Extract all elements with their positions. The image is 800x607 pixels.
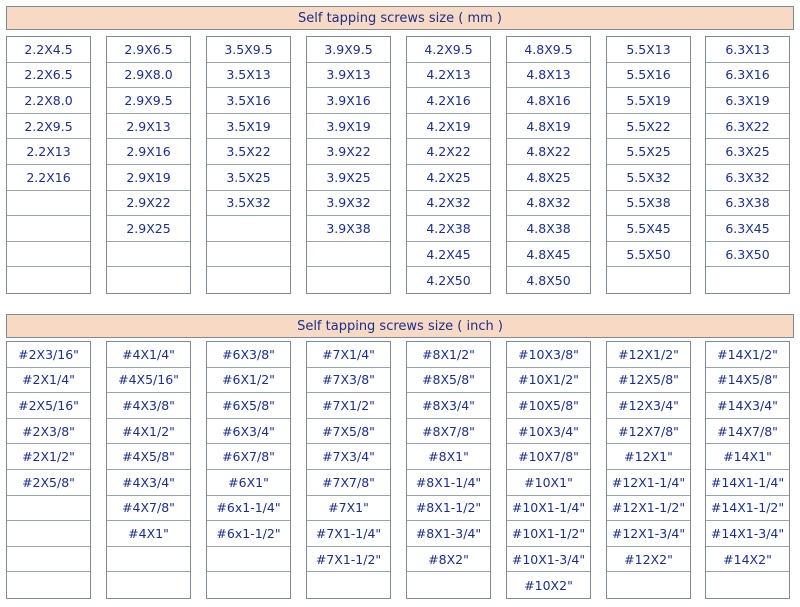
size-cell: 3.9X16 xyxy=(307,88,390,114)
size-cell: 2.9X16 xyxy=(107,139,190,165)
size-cell xyxy=(107,547,190,573)
size-cell xyxy=(207,572,290,598)
size-cell: 2.9X6.5 xyxy=(107,37,190,63)
inch-table-columns xyxy=(6,341,794,597)
size-cell: 2.9X9.5 xyxy=(107,88,190,114)
size-cell: #14X2" xyxy=(706,547,789,573)
size-cell xyxy=(207,547,290,573)
size-cell: #8X2" xyxy=(407,547,490,573)
size-cell xyxy=(207,242,290,268)
size-cell: #8X1-3/4" xyxy=(407,521,490,547)
size-cell xyxy=(607,267,690,293)
size-column xyxy=(406,36,491,294)
size-cell: 4.8X38 xyxy=(507,216,590,242)
size-cell: #14X1-1/4" xyxy=(706,470,789,496)
mm-table-title: Self tapping screws size ( mm ) xyxy=(6,6,794,30)
size-cell: #8X3/4" xyxy=(407,393,490,419)
size-cell: #4X5/8" xyxy=(107,444,190,470)
size-cell: 5.5X32 xyxy=(607,165,690,191)
size-cell: 2.9X13 xyxy=(107,114,190,140)
size-cell: #6x1-1/2" xyxy=(207,521,290,547)
size-column xyxy=(705,341,790,599)
size-cell: 3.9X9.5 xyxy=(307,37,390,63)
size-cell: 4.8X9.5 xyxy=(507,37,590,63)
size-cell xyxy=(7,572,90,598)
size-column xyxy=(106,36,191,294)
size-cell xyxy=(207,267,290,293)
size-cell: #7X7/8" xyxy=(307,470,390,496)
size-column xyxy=(206,341,291,599)
size-cell: #6X5/8" xyxy=(207,393,290,419)
size-cell xyxy=(407,572,490,598)
size-cell: #2X5/8" xyxy=(7,470,90,496)
size-column xyxy=(306,36,391,294)
size-column xyxy=(6,341,91,599)
size-cell: 2.9X8.0 xyxy=(107,63,190,89)
size-cell: #8X1" xyxy=(407,444,490,470)
size-cell: #8X1-1/4" xyxy=(407,470,490,496)
size-cell: 4.8X16 xyxy=(507,88,590,114)
size-cell xyxy=(307,572,390,598)
size-cell: #7X3/4" xyxy=(307,444,390,470)
size-cell: #6x1-1/4" xyxy=(207,496,290,522)
size-column xyxy=(306,341,391,599)
size-cell: 5.5X45 xyxy=(607,216,690,242)
size-cell: #12X2" xyxy=(607,547,690,573)
size-cell: 3.5X22 xyxy=(207,139,290,165)
size-cell: #2X5/16" xyxy=(7,393,90,419)
size-cell: #7X1" xyxy=(307,496,390,522)
size-cell: #7X1-1/4" xyxy=(307,521,390,547)
size-cell: 2.2X6.5 xyxy=(7,63,90,89)
size-column xyxy=(606,341,691,599)
size-cell: 6.3X50 xyxy=(706,242,789,268)
size-cell: #12X7/8" xyxy=(607,419,690,445)
size-cell xyxy=(107,242,190,268)
size-cell xyxy=(107,267,190,293)
size-cell: #8X1/2" xyxy=(407,342,490,368)
size-cell: #7X1/4" xyxy=(307,342,390,368)
size-cell: #14X1-1/2" xyxy=(706,496,789,522)
size-cell: 2.2X4.5 xyxy=(7,37,90,63)
size-cell: #14X5/8" xyxy=(706,368,789,394)
size-cell: 6.3X45 xyxy=(706,216,789,242)
size-cell: 2.2X13 xyxy=(7,139,90,165)
size-cell: 3.5X19 xyxy=(207,114,290,140)
size-cell xyxy=(307,267,390,293)
size-cell: 3.9X25 xyxy=(307,165,390,191)
size-cell: 3.5X16 xyxy=(207,88,290,114)
size-cell: 5.5X13 xyxy=(607,37,690,63)
size-cell: 6.3X25 xyxy=(706,139,789,165)
size-cell: 4.8X32 xyxy=(507,191,590,217)
size-cell: 2.2X8.0 xyxy=(7,88,90,114)
size-cell: #7X1-1/2" xyxy=(307,547,390,573)
size-column xyxy=(6,36,91,294)
size-cell xyxy=(706,267,789,293)
size-cell: #4X5/16" xyxy=(107,368,190,394)
size-cell: #10X3/8" xyxy=(507,342,590,368)
size-cell: #12X1-1/2" xyxy=(607,496,690,522)
size-cell: 3.5X9.5 xyxy=(207,37,290,63)
size-cell: 4.2X22 xyxy=(407,139,490,165)
size-cell: 4.2X19 xyxy=(407,114,490,140)
size-cell: #8X5/8" xyxy=(407,368,490,394)
size-cell: 4.2X32 xyxy=(407,191,490,217)
size-cell: 3.5X32 xyxy=(207,191,290,217)
size-cell: 4.8X45 xyxy=(507,242,590,268)
size-cell xyxy=(607,572,690,598)
mm-size-table xyxy=(6,6,794,292)
size-cell: 2.9X22 xyxy=(107,191,190,217)
size-cell xyxy=(7,521,90,547)
size-cell: 5.5X38 xyxy=(607,191,690,217)
size-cell: 4.2X38 xyxy=(407,216,490,242)
size-cell: #10X7/8" xyxy=(507,444,590,470)
size-cell: 2.2X16 xyxy=(7,165,90,191)
size-column xyxy=(206,36,291,294)
size-cell: 4.2X50 xyxy=(426,272,471,288)
size-cell: 2.2X9.5 xyxy=(7,114,90,140)
size-cell: 5.5X19 xyxy=(607,88,690,114)
size-cell: #4X1/4" xyxy=(107,342,190,368)
size-cell: #10X1-1/4" xyxy=(507,496,590,522)
size-cell xyxy=(7,496,90,522)
size-cell: #12X1-3/4" xyxy=(607,521,690,547)
size-cell: #4X1" xyxy=(107,521,190,547)
size-cell: #10X1-1/2" xyxy=(507,521,590,547)
size-cell: 3.5X25 xyxy=(207,165,290,191)
size-cell: #7X3/8" xyxy=(307,368,390,394)
size-cell: 2.9X19 xyxy=(107,165,190,191)
size-cell: #14X1-3/4" xyxy=(706,521,789,547)
size-cell xyxy=(706,572,789,598)
size-cell: #7X5/8" xyxy=(307,419,390,445)
size-cell: #12X5/8" xyxy=(607,368,690,394)
size-cell: 4.8X19 xyxy=(507,114,590,140)
size-cell: 2.9X25 xyxy=(107,216,190,242)
size-cell: 3.9X22 xyxy=(307,139,390,165)
size-cell: 6.3X19 xyxy=(706,88,789,114)
size-column xyxy=(106,341,191,599)
size-cell xyxy=(107,572,190,598)
size-cell: #4X7/8" xyxy=(107,496,190,522)
size-cell: #7X1/2" xyxy=(307,393,390,419)
inch-table-title: Self tapping screws size ( inch ) xyxy=(6,314,794,338)
size-cell: #2X3/8" xyxy=(7,419,90,445)
size-cell: #6X3/4" xyxy=(207,419,290,445)
size-cell: 3.9X19 xyxy=(307,114,390,140)
size-cell: #6X7/8" xyxy=(207,444,290,470)
size-cell: #14X1" xyxy=(706,444,789,470)
size-cell: #6X1/2" xyxy=(207,368,290,394)
size-cell: 4.2X45 xyxy=(407,242,490,268)
size-column xyxy=(705,36,790,294)
size-cell: #10X1" xyxy=(507,470,590,496)
size-cell: 5.5X22 xyxy=(607,114,690,140)
size-cell xyxy=(7,267,90,293)
size-column xyxy=(606,36,691,294)
size-cell: #14X3/4" xyxy=(706,393,789,419)
size-cell: 4.8X13 xyxy=(507,63,590,89)
size-cell: #10X3/4" xyxy=(507,419,590,445)
size-column xyxy=(506,36,591,294)
size-cell: #6X1" xyxy=(207,470,290,496)
size-cell xyxy=(7,216,90,242)
size-cell: #4X3/4" xyxy=(107,470,190,496)
size-cell xyxy=(307,242,390,268)
size-cell: #12X1-1/4" xyxy=(607,470,690,496)
size-cell xyxy=(7,242,90,268)
size-cell: #4X1/2" xyxy=(107,419,190,445)
size-cell: #2X3/16" xyxy=(7,342,90,368)
size-cell: #12X1/2" xyxy=(607,342,690,368)
size-column xyxy=(406,341,491,599)
size-cell: 5.5X25 xyxy=(607,139,690,165)
size-cell: 5.5X50 xyxy=(607,242,690,268)
size-cell: 4.8X50 xyxy=(526,272,571,288)
size-cell: 3.9X13 xyxy=(307,63,390,89)
size-cell: 6.3X22 xyxy=(706,114,789,140)
size-cell: #12X1" xyxy=(607,444,690,470)
size-cell: 4.2X25 xyxy=(407,165,490,191)
size-cell: #8X7/8" xyxy=(407,419,490,445)
size-cell: #2X1/4" xyxy=(7,368,90,394)
size-cell: 3.9X32 xyxy=(307,191,390,217)
size-cell: #8X1-1/2" xyxy=(407,496,490,522)
size-cell: 3.9X38 xyxy=(307,216,390,242)
size-cell: #6X3/8" xyxy=(207,342,290,368)
size-cell: #10X5/8" xyxy=(507,393,590,419)
size-cell: 4.8X25 xyxy=(507,165,590,191)
mm-table-columns xyxy=(6,36,794,292)
size-cell: 6.3X13 xyxy=(706,37,789,63)
size-column xyxy=(506,341,591,599)
size-cell: #12X3/4" xyxy=(607,393,690,419)
size-cell: 3.5X13 xyxy=(207,63,290,89)
size-cell xyxy=(7,191,90,217)
inch-size-table xyxy=(6,314,794,597)
size-cell: #10X1-3/4" xyxy=(507,547,590,573)
size-cell: 4.2X9.5 xyxy=(407,37,490,63)
size-cell: 6.3X16 xyxy=(706,63,789,89)
size-cell: 6.3X38 xyxy=(706,191,789,217)
size-cell: 4.8X22 xyxy=(507,139,590,165)
size-cell: #4X3/8" xyxy=(107,393,190,419)
size-cell: #10X2" xyxy=(524,577,573,593)
size-cell: 4.2X16 xyxy=(407,88,490,114)
size-cell: 6.3X32 xyxy=(706,165,789,191)
size-cell: 4.2X13 xyxy=(407,63,490,89)
size-cell: 5.5X16 xyxy=(607,63,690,89)
size-cell xyxy=(207,216,290,242)
size-cell: #10X1/2" xyxy=(507,368,590,394)
size-cell: #14X1/2" xyxy=(706,342,789,368)
size-cell: #2X1/2" xyxy=(7,444,90,470)
size-cell: #14X7/8" xyxy=(706,419,789,445)
size-cell xyxy=(7,547,90,573)
